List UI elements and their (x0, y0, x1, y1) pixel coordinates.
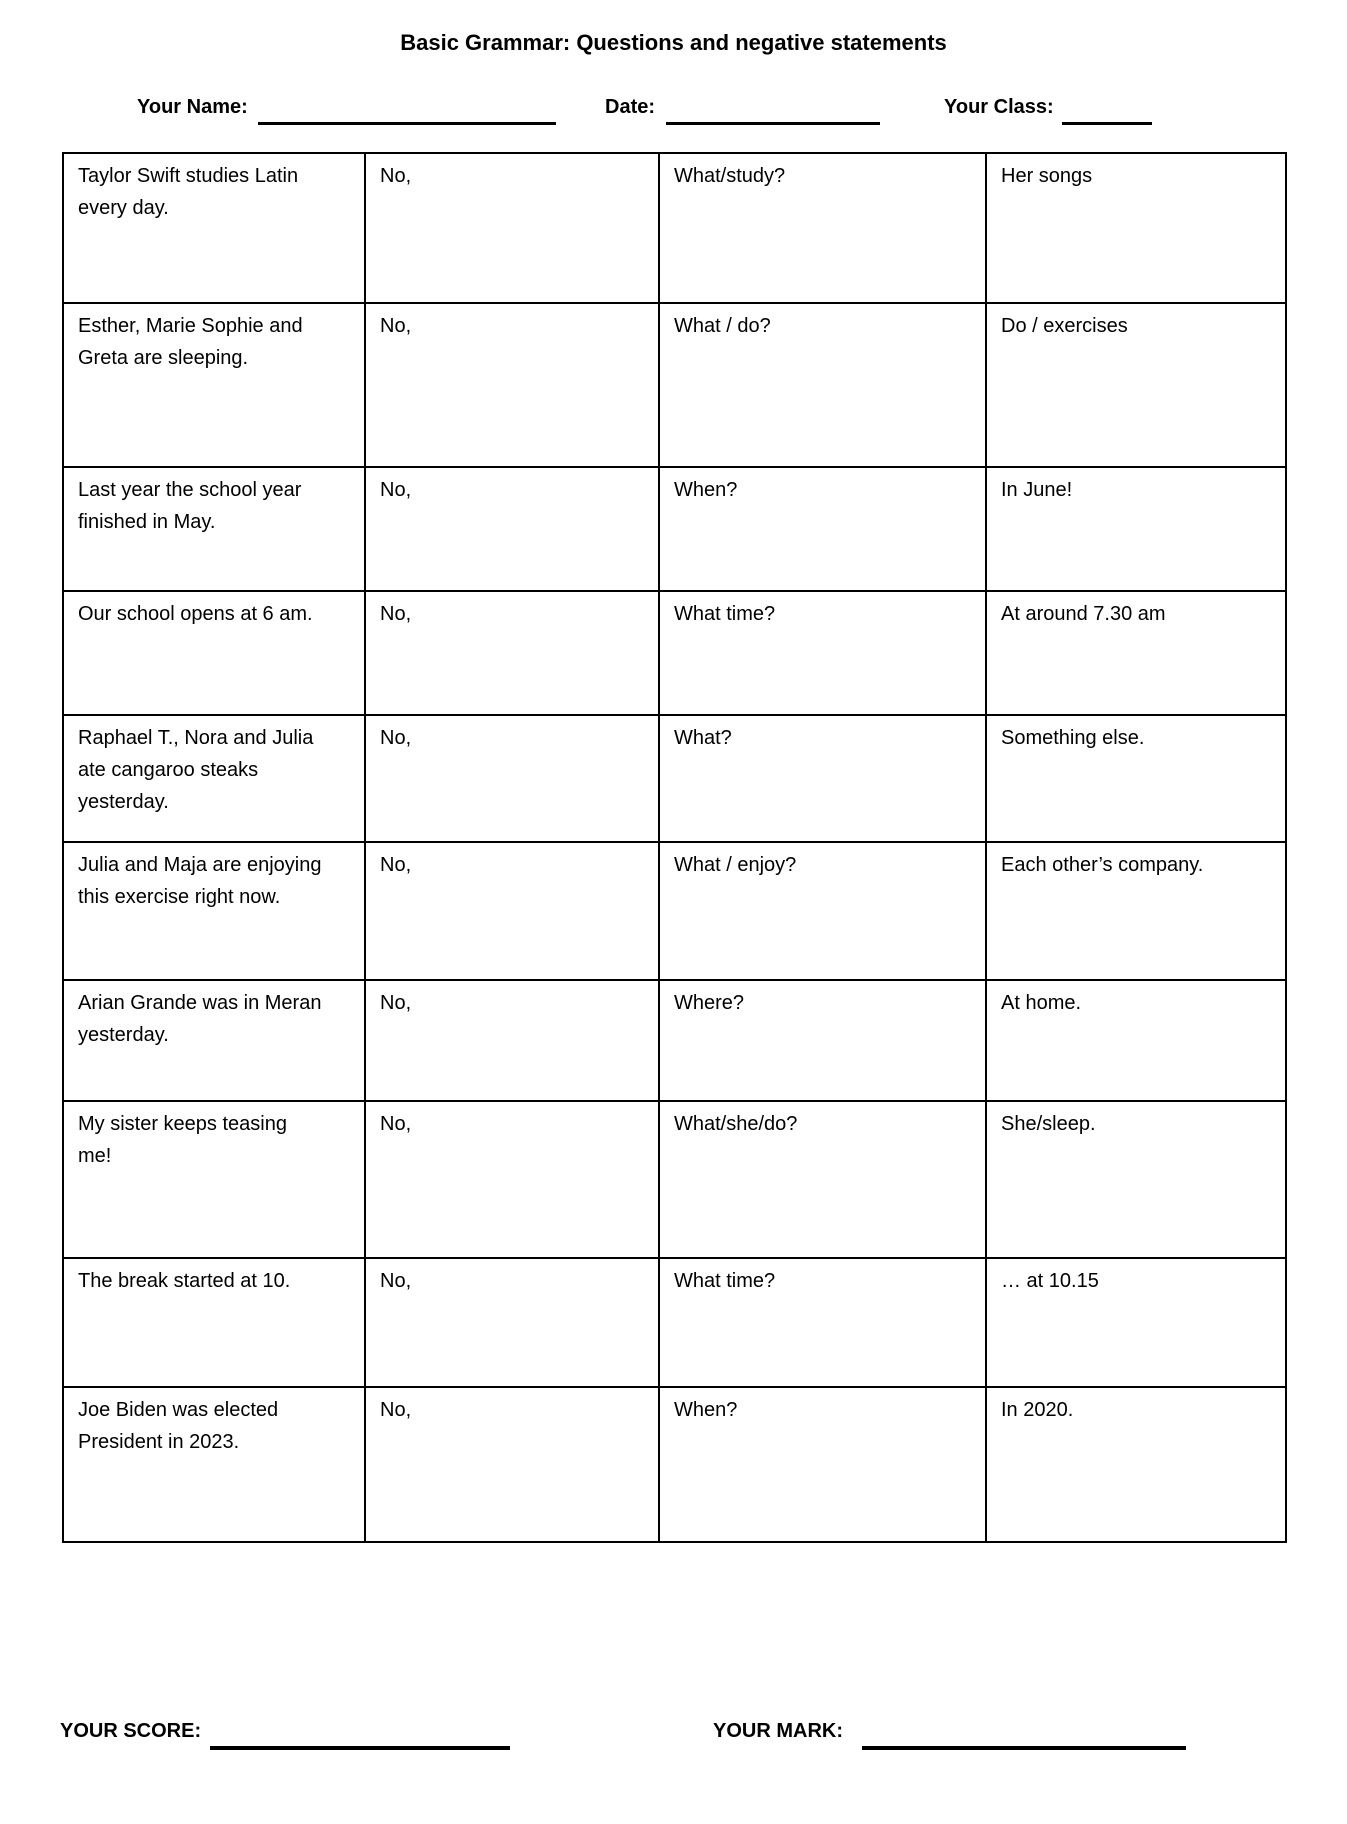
statement-cell: The break started at 10. (63, 1258, 365, 1387)
answer-hint-cell[interactable]: At home. (986, 980, 1286, 1101)
table-row (63, 715, 1286, 842)
class-label: Your Class: (944, 96, 1054, 118)
question-cell[interactable]: What time? (659, 1258, 986, 1387)
table-row (63, 1101, 1286, 1258)
negative-answer-cell[interactable]: No, (365, 980, 659, 1101)
statement-cell: Arian Grande was in Meran yesterday. (63, 980, 365, 1101)
negative-answer-cell[interactable]: No, (365, 715, 659, 842)
negative-answer-cell[interactable]: No, (365, 1387, 659, 1542)
question-cell[interactable]: When? (659, 467, 986, 591)
table-row (63, 1387, 1286, 1542)
page-title: Basic Grammar: Questions and negative statements (400, 30, 947, 55)
question-cell[interactable]: What/study? (659, 153, 986, 303)
statement-cell: Julia and Maja are enjoying this exercise right now. (63, 842, 365, 980)
score-blank-field[interactable] (210, 1722, 510, 1750)
negative-answer-cell[interactable]: No, (365, 467, 659, 591)
statement-cell: Last year the school year finished in May. (63, 467, 365, 591)
negative-answer-cell[interactable]: No, (365, 1101, 659, 1258)
table-row (63, 591, 1286, 715)
answer-hint-cell[interactable]: In 2020. (986, 1387, 1286, 1542)
question-cell[interactable]: What time? (659, 591, 986, 715)
question-cell[interactable]: Where? (659, 980, 986, 1101)
exercise-table (62, 152, 1287, 1543)
statement-cell: Taylor Swift studies Latin every day. (63, 153, 365, 303)
table-row (63, 303, 1286, 467)
date-blank-field[interactable] (666, 100, 880, 125)
negative-answer-cell[interactable]: No, (365, 591, 659, 715)
question-cell[interactable]: What / enjoy? (659, 842, 986, 980)
table-row (63, 467, 1286, 591)
answer-hint-cell[interactable]: … at 10.15 (986, 1258, 1286, 1387)
question-cell[interactable]: What / do? (659, 303, 986, 467)
answer-hint-cell[interactable]: Do / exercises (986, 303, 1286, 467)
class-blank-field[interactable] (1062, 100, 1152, 125)
mark-blank-field[interactable] (862, 1722, 1186, 1750)
statement-cell: My sister keeps teasing me! (63, 1101, 365, 1258)
negative-answer-cell[interactable]: No, (365, 303, 659, 467)
question-cell[interactable]: What/she/do? (659, 1101, 986, 1258)
question-cell[interactable]: When? (659, 1387, 986, 1542)
statement-cell: Joe Biden was elected President in 2023. (63, 1387, 365, 1542)
statement-cell: Esther, Marie Sophie and Greta are sleeping. (63, 303, 365, 467)
name-label: Your Name: (137, 96, 248, 118)
answer-hint-cell[interactable]: She/sleep. (986, 1101, 1286, 1258)
table-row (63, 153, 1286, 303)
answer-hint-cell[interactable]: Her songs (986, 153, 1286, 303)
negative-answer-cell[interactable]: No, (365, 1258, 659, 1387)
table-row (63, 1258, 1286, 1387)
score-label: YOUR SCORE: (60, 1720, 202, 1742)
answer-hint-cell[interactable]: In June! (986, 467, 1286, 591)
negative-answer-cell[interactable]: No, (365, 153, 659, 303)
name-blank-field[interactable] (258, 100, 556, 125)
table-row (63, 980, 1286, 1101)
statement-cell: Our school opens at 6 am. (63, 591, 365, 715)
table-row (63, 842, 1286, 980)
answer-hint-cell[interactable]: Each other’s company. (986, 842, 1286, 980)
date-label: Date: (605, 96, 656, 118)
mark-label: YOUR MARK: (713, 1720, 843, 1742)
answer-hint-cell[interactable]: Something else. (986, 715, 1286, 842)
answer-hint-cell[interactable]: At around 7.30 am (986, 591, 1286, 715)
statement-cell: Raphael T., Nora and Julia ate cangaroo steaks yesterday. (63, 715, 365, 842)
negative-answer-cell[interactable]: No, (365, 842, 659, 980)
question-cell[interactable]: What? (659, 715, 986, 842)
